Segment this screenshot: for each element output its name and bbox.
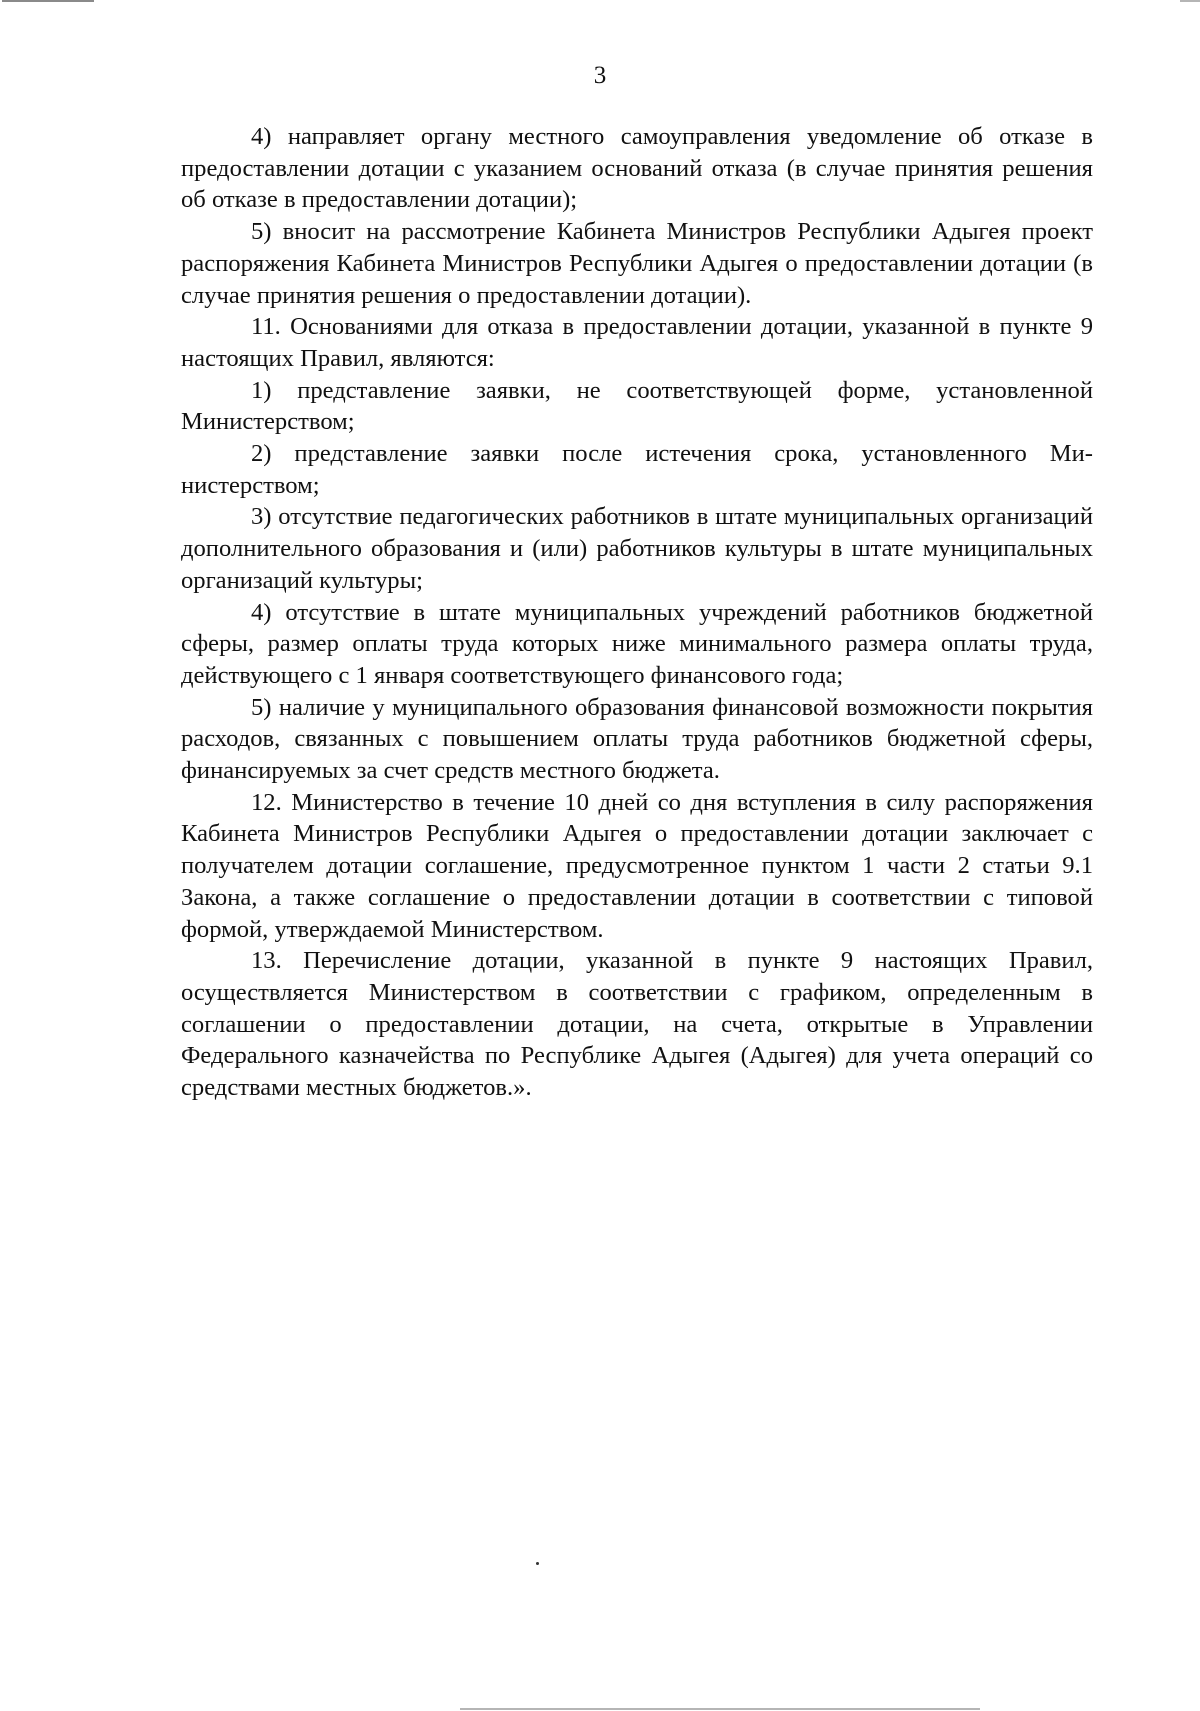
paragraph-5-submission: 5) вносит на рассмотрение Кабинета Министров Республики Адыгея проект распоряжения Кабинета Министров Республики Адыгея о предоставлении дотации (в случае принятия решения о предоставлении дотации). — [181, 218, 1093, 309]
scan-artifact — [536, 1562, 539, 1565]
scan-artifact — [460, 1708, 980, 1710]
page-number: 3 — [593, 62, 607, 89]
paragraph-11-3: 3) отсутствие педагогических работников в штате муниципальных организаций дополнительного образования и (или) работников культуры в штате муниципальных организаций культуры; — [181, 503, 1093, 594]
scan-artifact — [2, 0, 94, 2]
paragraph-11-4: 4) отсутствие в штате муниципальных учреждений работников бюджетной сферы, размер оплаты труда которых ниже минимального размера оплаты труда, действующего с 1 января соответствующего финансового года; — [181, 598, 1093, 689]
paragraph-13-transfer: 13. Перечисление дотации, указанной в пункте 9 настоящих Правил, осуществляется Министерством в соответствии с графиком, определенным в соглашении о предоставлении дотации, на счета, открытые в Управлении Федерального казначейства по Республике Адыгея (Адыгея) для учета операций со средствами местных бюджетов.». — [181, 947, 1093, 1102]
paragraph-4-notification: 4) направляет органу местного самоуправления уведомление об отказе в предоставлении дотации с указанием оснований отказа (в случае принятия решения об отказе в предоставлении дотации); — [181, 123, 1093, 214]
document-body — [181, 121, 1093, 1104]
scan-artifact — [1180, 0, 1200, 2]
paragraph-11-1: 1) представление заявки, не соответствующей форме, установленной Министерством; — [181, 376, 1093, 436]
paragraph-12-agreement: 12. Министерство в течение 10 дней со дня вступления в силу распоряжения Кабинета Министров Республики Адыгея о предоставлении дотации заключает с получателем дотации соглашение, предусмотренное пунктом 1 части 2 статьи 9.1 Закона, а также соглашение о предоставлении дотации в соответствии с типовой формой, утверждаемой Министерством. — [181, 788, 1093, 943]
paragraph-11-5: 5) наличие у муниципального образования финансовой возможности покрытия расходов, связанных с повышением оплаты труда работников бюджетной сферы, финансируемых за счет средств местного бюджета. — [181, 693, 1093, 785]
paragraph-11-2: 2) представление заявки после истечения срока, установленного Министерством; — [181, 440, 1093, 499]
paragraph-11-refusal-grounds: 11. Основаниями для отказа в предоставлении дотации, указанной в пункте 9 настоящих Правил, являются: — [181, 313, 1093, 372]
